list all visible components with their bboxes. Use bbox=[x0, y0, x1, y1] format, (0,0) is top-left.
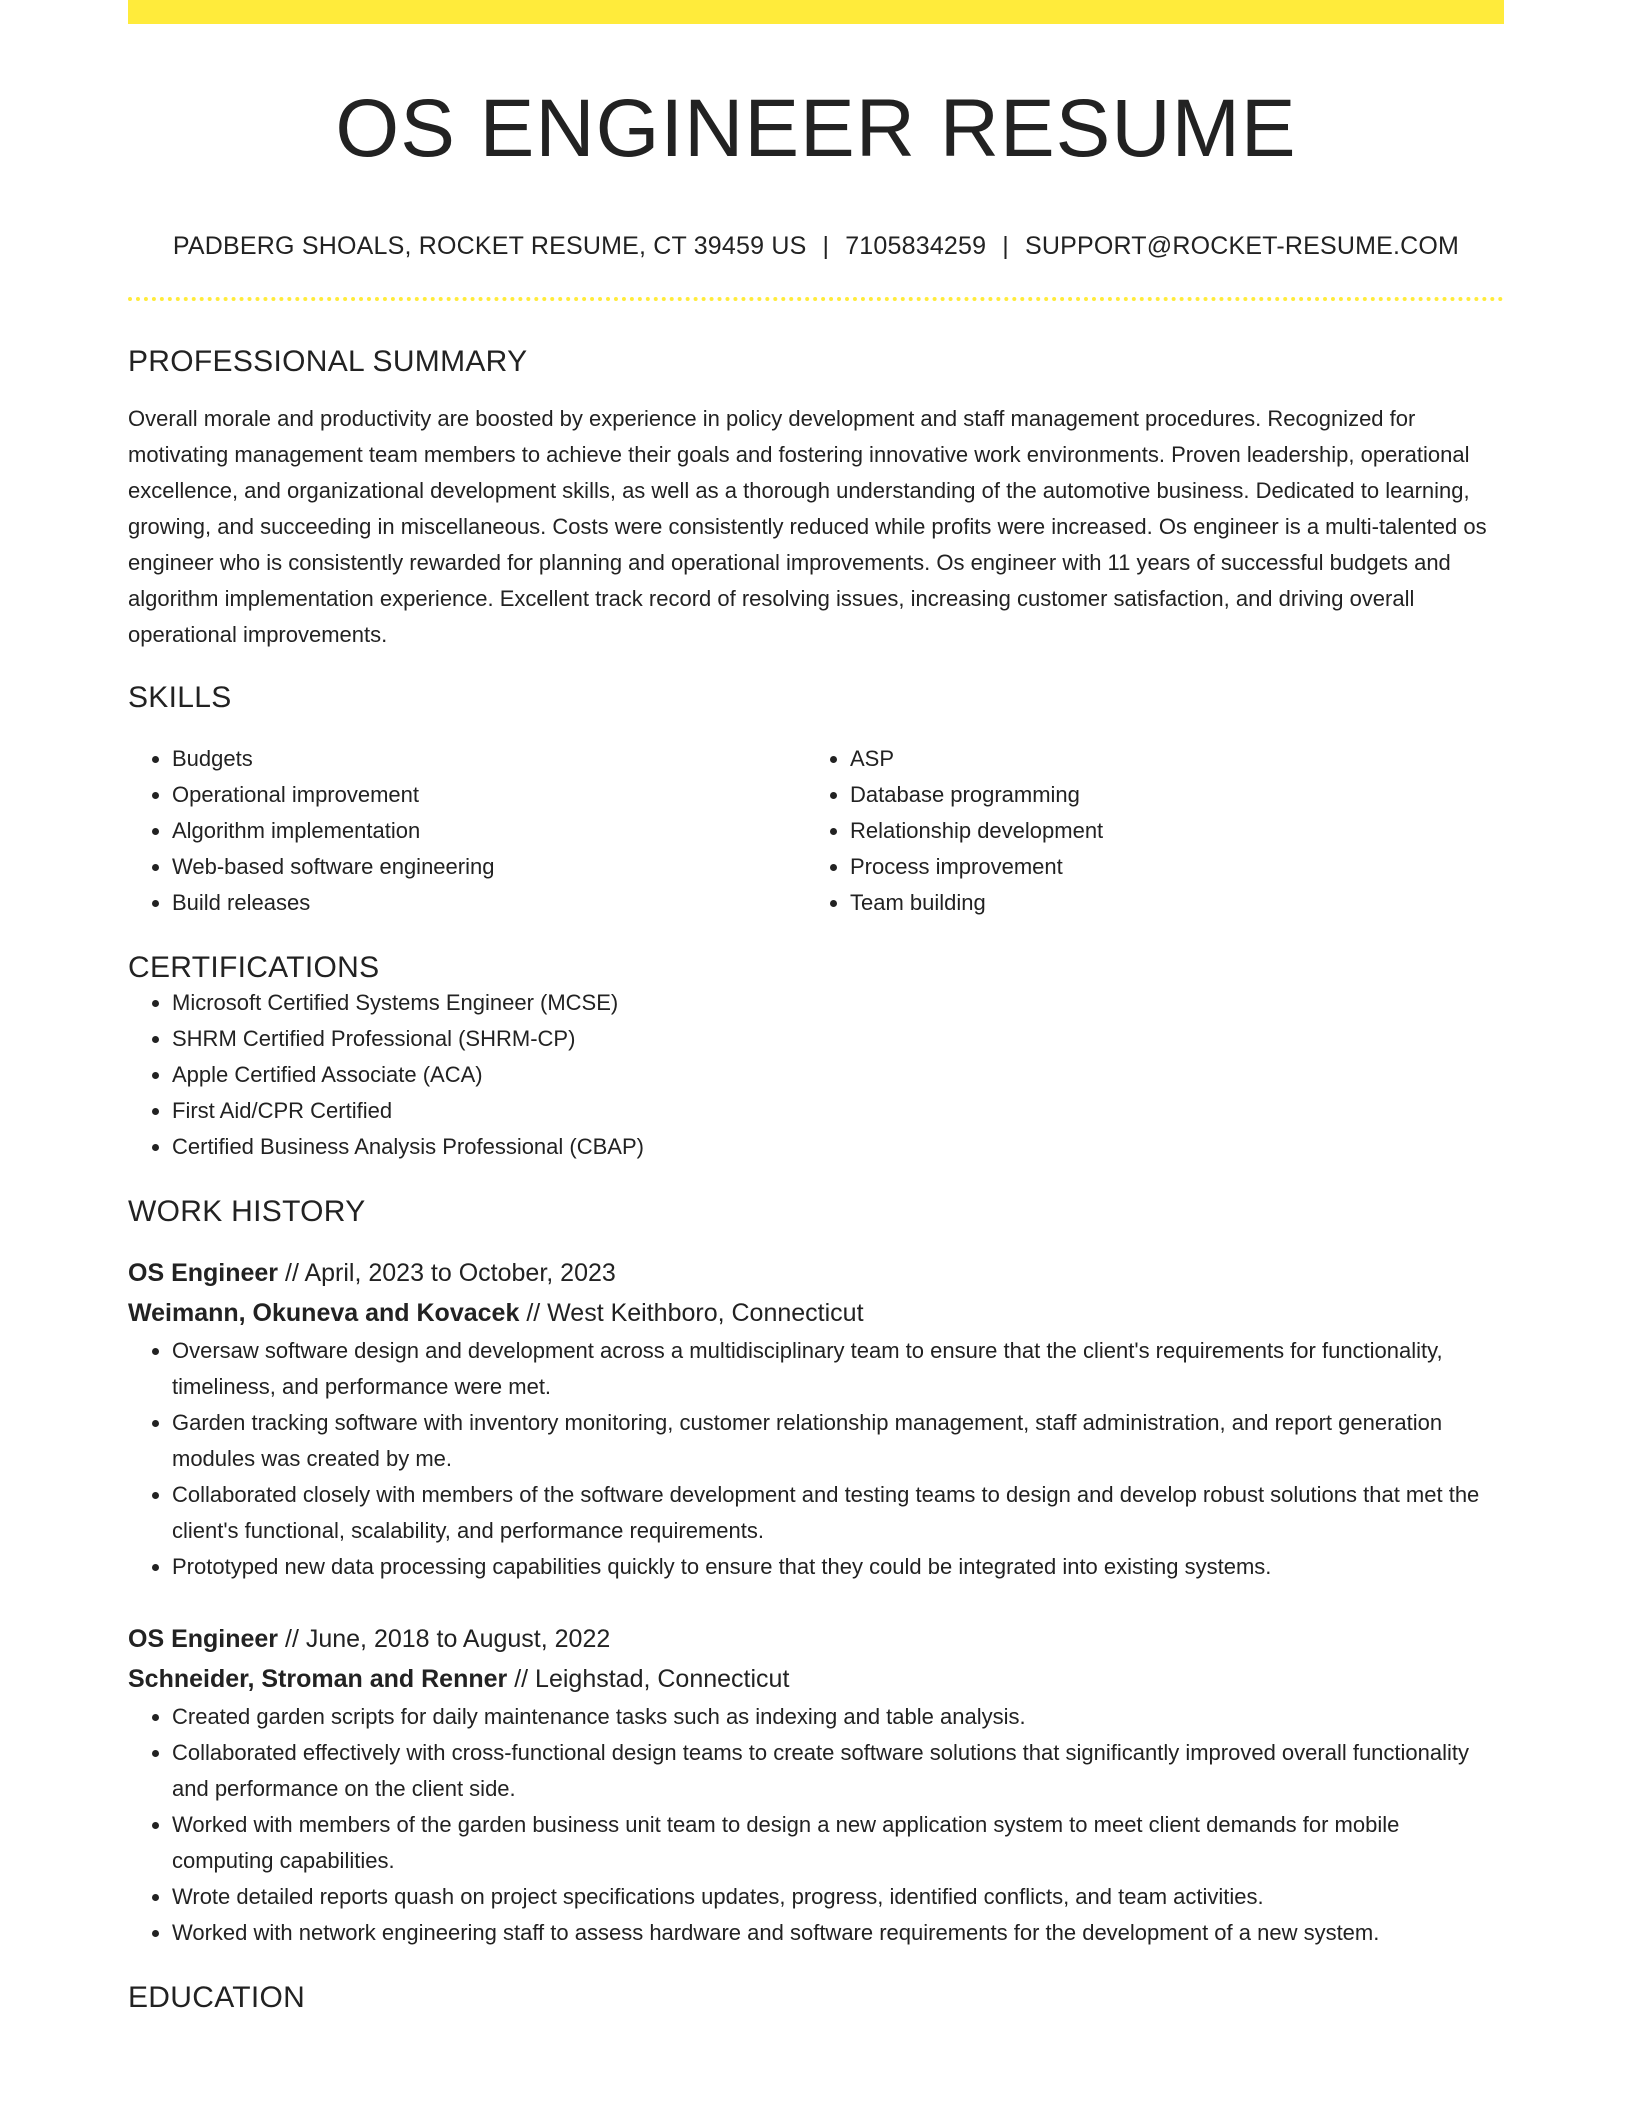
contact-line bbox=[128, 232, 1504, 261]
job-bullets bbox=[128, 1699, 1504, 1951]
work-history-heading: WORK HISTORY bbox=[128, 1195, 366, 1229]
job-company-line bbox=[128, 1293, 1504, 1333]
certification-item: • Apple Certified Associate (ACA) bbox=[172, 1057, 1504, 1093]
header-divider bbox=[128, 297, 1504, 301]
certification-item: • Certified Business Analysis Professional (CBAP) bbox=[172, 1129, 1504, 1165]
job-bullet: • Collaborated effectively with cross-functional design teams to create software solutions that significantly improved overall functionality and performance on the client side. bbox=[172, 1735, 1504, 1807]
skill-item: • Relationship development bbox=[850, 813, 1484, 849]
job-bullets bbox=[128, 1333, 1504, 1585]
skills-list-left bbox=[128, 741, 806, 921]
certification-item: • SHRM Certified Professional (SHRM-CP) bbox=[172, 1021, 1504, 1057]
header-accent-bar bbox=[128, 0, 1504, 24]
job-bullet: • Collaborated closely with members of the software development and testing teams to design and develop robust solutions that met the client's functional, scalability, and performance requirements. bbox=[172, 1477, 1504, 1549]
job-company: Schneider, Stroman and Renner bbox=[128, 1665, 508, 1694]
job-location: // West Keithboro, Connecticut bbox=[526, 1299, 864, 1328]
education-heading: EDUCATION bbox=[128, 1981, 306, 2015]
summary-paragraph: Overall morale and productivity are boosted by experience in policy development and staff management procedures. Recognized for motivating management team members to achieve their goals and fostering innovative work environments. Proven leadership, operational excellence, and organizational development skills, as well as a thorough understanding of the automotive business. Dedicated to learning, growing, and succeeding in miscellaneous. Costs were consistently reduced while profits were increased. Os engineer is a multi-talented os engineer who is consistently rewarded for planning and operational improvements. Os engineer with 11 years of successful budgets and algorithm implementation experience. Excellent track record of resolving issues, increasing customer satisfaction, and driving overall operational improvements. bbox=[128, 406, 1487, 648]
job-entry bbox=[128, 1253, 1504, 1585]
skill-item: • Operational improvement bbox=[172, 777, 806, 813]
job-bullet: • Prototyped new data processing capabilities quickly to ensure that they could be integrated into existing systems. bbox=[172, 1549, 1504, 1585]
skills-heading: SKILLS bbox=[128, 681, 232, 715]
skill-item: • Build releases bbox=[172, 885, 806, 921]
skill-item: • Team building bbox=[850, 885, 1484, 921]
summary-heading: PROFESSIONAL SUMMARY bbox=[128, 345, 528, 379]
certification-item: • First Aid/CPR Certified bbox=[172, 1093, 1504, 1129]
certifications-heading: CERTIFICATIONS bbox=[128, 951, 380, 985]
skill-item: • Algorithm implementation bbox=[172, 813, 806, 849]
skill-item: • Budgets bbox=[172, 741, 806, 777]
job-company: Weimann, Okuneva and Kovacek bbox=[128, 1299, 520, 1328]
skills-grid bbox=[128, 741, 1504, 921]
skill-item: • Database programming bbox=[850, 777, 1484, 813]
job-role-line bbox=[128, 1253, 1504, 1293]
job-dates: // April, 2023 to October, 2023 bbox=[285, 1259, 616, 1288]
job-bullet: • Garden tracking software with inventory monitoring, customer relationship management, staff administration, and report generation modules was created by me. bbox=[172, 1405, 1504, 1477]
job-bullet: • Wrote detailed reports quash on project specifications updates, progress, identified conflicts, and team activities. bbox=[172, 1879, 1504, 1915]
job-company-line bbox=[128, 1659, 1504, 1699]
resume-page bbox=[128, 0, 1504, 2015]
skill-item: • ASP bbox=[850, 741, 1484, 777]
job-location: // Leighstad, Connecticut bbox=[514, 1665, 790, 1694]
job-entry bbox=[128, 1619, 1504, 1951]
contact-separator: | bbox=[822, 232, 830, 261]
certification-item: • Microsoft Certified Systems Engineer (MCSE) bbox=[172, 985, 1504, 1021]
skill-item: • Web-based software engineering bbox=[172, 849, 806, 885]
contact-separator: | bbox=[1002, 232, 1009, 261]
resume-title: OS ENGINEER RESUME bbox=[335, 83, 1297, 174]
job-bullet: • Worked with network engineering staff to assess hardware and software requirements for the development of a new system. bbox=[172, 1915, 1504, 1951]
skill-item: • Process improvement bbox=[850, 849, 1484, 885]
job-bullet: • Created garden scripts for daily maintenance tasks such as indexing and table analysis. bbox=[172, 1699, 1504, 1735]
job-bullet: • Oversaw software design and development across a multidisciplinary team to ensure that the client's requirements for functionality, timeliness, and performance were met. bbox=[172, 1333, 1504, 1405]
job-role-line bbox=[128, 1619, 1504, 1659]
job-role: OS Engineer bbox=[128, 1259, 279, 1288]
contact-email: SUPPORT@ROCKET-RESUME.COM bbox=[1024, 232, 1460, 261]
contact-address: PADBERG SHOALS, ROCKET RESUME, CT 39459 US bbox=[172, 232, 807, 261]
certifications-list bbox=[128, 985, 1504, 1165]
job-dates: // June, 2018 to August, 2022 bbox=[285, 1625, 611, 1654]
job-bullet: • Worked with members of the garden business unit team to design a new application system to meet client demands for mobile computing capabilities. bbox=[172, 1807, 1504, 1879]
skills-list-right bbox=[806, 741, 1484, 921]
contact-phone: 7105834259 bbox=[845, 232, 987, 261]
job-role: OS Engineer bbox=[128, 1625, 279, 1654]
